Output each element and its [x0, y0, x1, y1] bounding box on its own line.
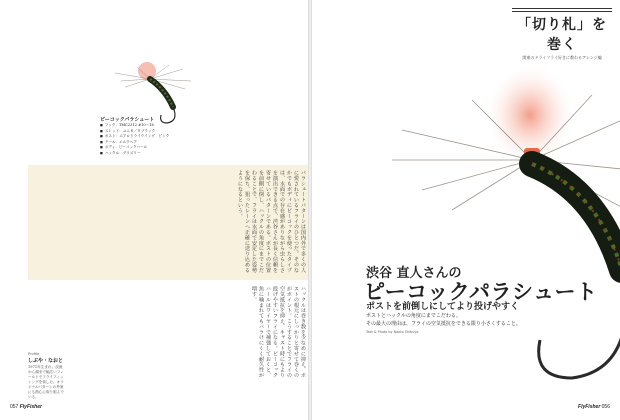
left-page — [0, 0, 308, 420]
caption-spec-item: ■ スレッド：ユニ８／０ブラック — [100, 129, 169, 135]
folio-right — [578, 404, 610, 410]
large-fly-photo — [382, 60, 620, 390]
profile-text: 1971年生まれ。渓流から湖まで幅広いフィールドでフライフィッシングを楽しむ。オリジナルパターンの考案にも熱心に取り組んでいる。 — [28, 365, 64, 399]
lead-line: その最大の理由は、フライの空気抵抗をできる限り小さくすること。 — [366, 321, 521, 327]
body-text-lower: ハックルは巻き数を少なめに抑え、ポストの根元にしっかりと寄せて巻くのがポイント。こうすることでフライの空気抵抗を抑え、キャスト時にもより投げやすいフライになる。ピーコックハールはワイヤーで補強しておくと、魚に噛まれてもバラけにくく耐久性が増す。 — [251, 286, 306, 378]
article-title: ピーコックパラシュート — [364, 279, 598, 304]
profile-name: しぶや・なおと — [28, 358, 64, 364]
profile-label: Profile — [28, 352, 40, 356]
series-title: 「切り札」を巻く — [517, 17, 607, 53]
angler-name: 渋谷 直人さんの — [366, 266, 462, 281]
magazine-name: FlyFisher — [578, 404, 601, 410]
photo-credit: Text & Photo by Naoto Shibuya — [366, 330, 419, 334]
right-page — [312, 0, 620, 420]
caption-spec-item: ■ テール：エルクヘア — [100, 140, 169, 146]
body-text-upper: パラシュートパターンは国内外で多くの人に愛されているフライのひとつだ。そのなかでもボディにピーコックを使ったタイプは、水面での存在感がありながら虫らしさを演出できる点で、渋谷さんが長く信頼を寄せているパターンである。ポストの位置を前側に倒し、ハックルの角度にまでこだわることで、フライは水面で安定した姿勢を保ち、狙ったレーンへ正確に送り込めるようになるという。 — [237, 170, 306, 273]
caption-spec-item: ■ フック：TMC2312 #10～16 — [100, 123, 169, 129]
caption-spec-item: ■ ボディ：ピーコックハール — [100, 145, 169, 151]
series-subtitle: 関東のドライフライ好きに教わるアレンジ編 — [522, 55, 602, 60]
page-number: 056 — [601, 404, 610, 410]
caption-spec-item: ■ ハックル：グリズリー — [100, 151, 169, 157]
folio-left — [10, 404, 42, 410]
lead-line: ポストとハックルの角度にまでこだわる。 — [366, 313, 461, 319]
caption-spec-list — [100, 123, 169, 156]
article-subtitle: ポストを前倒しにしてより投げやすく — [366, 302, 520, 312]
caption-title: ピーコックパラシュート — [100, 117, 155, 123]
magazine-name: FlyFisher — [19, 404, 42, 410]
series-rule — [512, 8, 612, 12]
series-header — [512, 8, 612, 61]
page-number: 057 — [10, 404, 19, 410]
caption-spec-item: ■ ポスト：エアロドライウイング ピンク — [100, 134, 169, 140]
